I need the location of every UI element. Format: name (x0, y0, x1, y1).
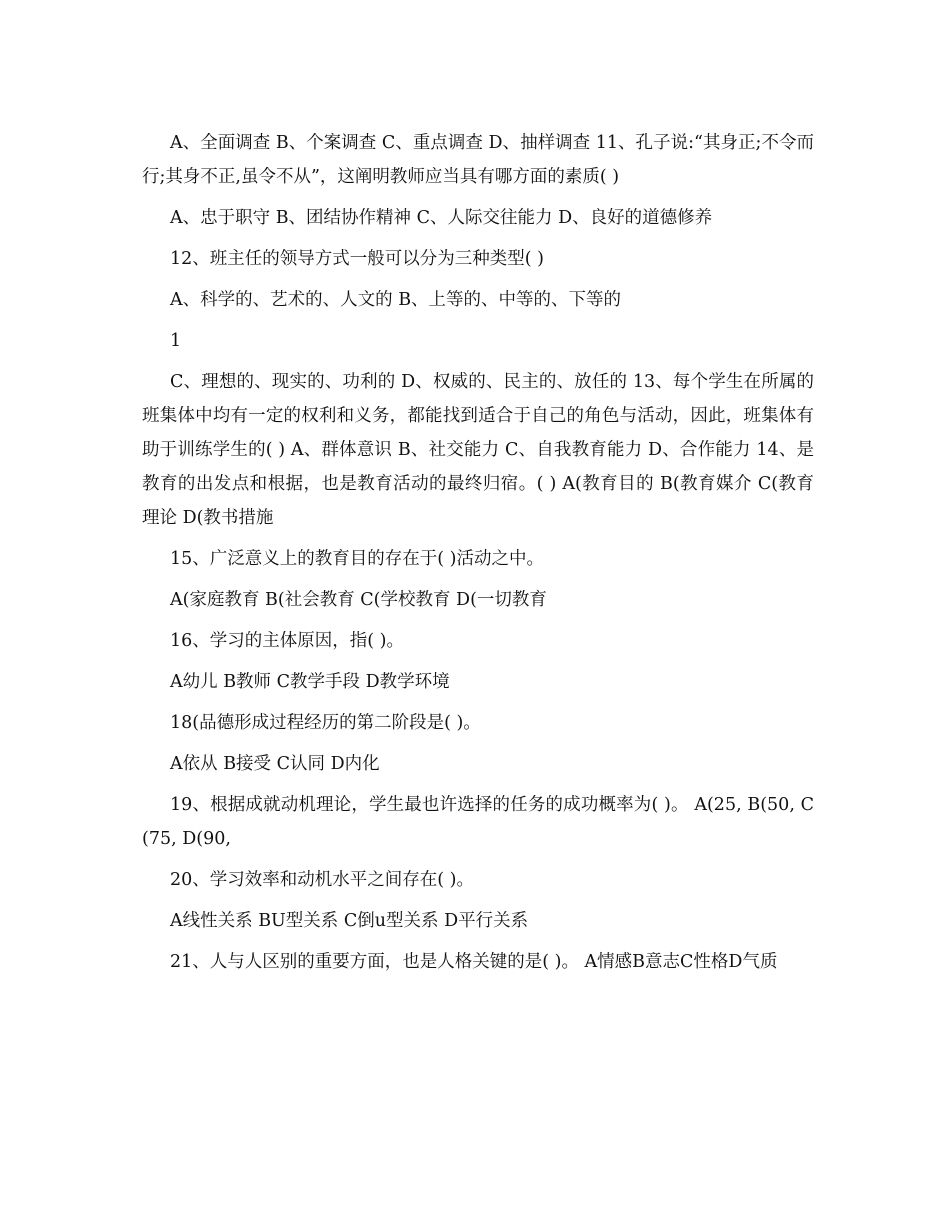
paragraph-q18: 18(品德形成过程经历的第二阶段是( )。 (170, 713, 481, 733)
paragraph-q12-options-cd-q13-q14: C、理想的、现实的、功利的 D、权威的、民主的、放任的 13、每个学生在所属的班集体中均有一定的权利和义务，都能找到适合于自己的角色与活动，因此，班集体有助于训练学生的( ) A、群体意识 B、社交能力 C、自我教育能力 D、合作能力 14、是教育的出发点和根据，也是教育活动的最终归宿。( ) A(教育目的 B(教育媒介 C(教育理论 D(教书措施 (142, 372, 814, 528)
paragraph-q16: 16、学习的主体原因，指( )。 (170, 631, 404, 651)
paragraph-q16-options: A幼儿 B教师 C教学手段 D教学环境 (170, 672, 450, 692)
paragraph-q10-options-q11: A、全面调查 B、个案调查 C、重点调查 D、抽样调查 11、孔子说:“其身正;不令而行;其身不正,虽令不从”，这阐明教师应当具有哪方面的素质( ) (142, 133, 814, 187)
document-body (142, 126, 814, 986)
paragraph-q20-options: A线性关系 BU型关系 C倒u型关系 D平行关系 (170, 911, 529, 931)
paragraph-q18-options: A依从 B接受 C认同 D内化 (170, 754, 380, 774)
page-number: 1 (170, 331, 182, 351)
paragraph-q12: 12、班主任的领导方式一般可以分为三种类型( ) (170, 249, 544, 269)
paragraph-q11-options: A、忠于职守 B、团结协作精神 C、人际交往能力 D、良好的道德修养 (170, 208, 713, 228)
paragraph-q12-options-ab: A、科学的、艺术的、人文的 B、上等的、中等的、下等的 (170, 290, 622, 310)
paragraph-q20: 20、学习效率和动机水平之间存在( )。 (170, 870, 474, 890)
paragraph-q15: 15、广泛意义上的教育目的存在于( )活动之中。 (170, 549, 544, 569)
paragraph-q15-options: A(家庭教育 B(社会教育 C(学校教育 D(一切教育 (170, 590, 547, 610)
paragraph-q21: 21、人与人区别的重要方面，也是人格关键的是( )。 A情感B意志C性格D气质 (170, 952, 778, 972)
paragraph-q19: 19、根据成就动机理论，学生最也许选择的任务的成功概率为( )。 A(25, B(50, C(75, D(90, (142, 795, 814, 849)
